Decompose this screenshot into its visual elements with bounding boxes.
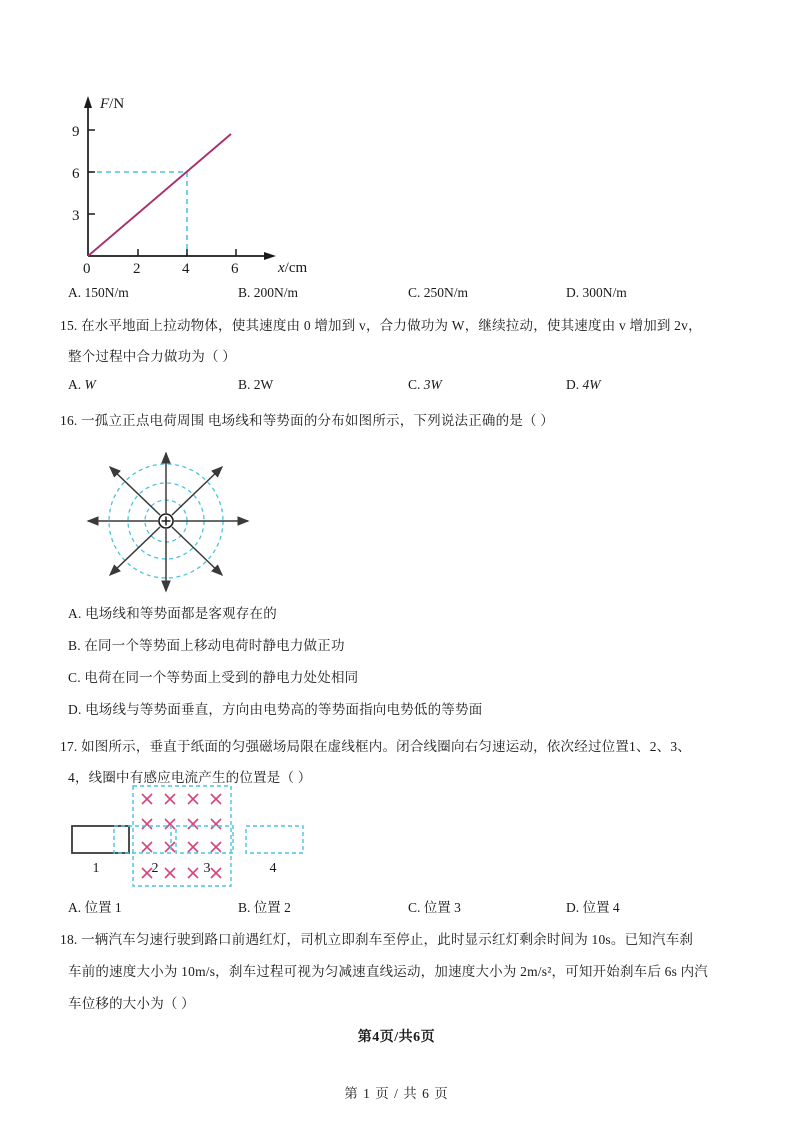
x-ticklabel-2: 2 [133, 261, 141, 274]
cross-r1c4 [211, 794, 221, 804]
y-ticklabel-9: 9 [72, 124, 80, 140]
q15-options [68, 375, 738, 395]
q15-option-a[interactable]: A. W [68, 377, 96, 392]
q18-line-1: 18. 一辆汽车匀速行驶到路口前遇红灯，司机立即刹车至停止，此时显示红灯剩余时间为 10s。已知汽车刹 [60, 932, 694, 947]
magnetic-field-diagram [66, 780, 326, 892]
coil-3-rect [176, 826, 233, 853]
q14-options [68, 283, 738, 303]
cross-r3c3 [188, 842, 198, 852]
q16-option-d[interactable]: D. 电场线与等势面垂直，方向由电势高的等势面指向电势低的等势面 [68, 702, 483, 717]
y-ticklabel-3: 3 [72, 208, 80, 224]
cross-r4c4 [211, 868, 221, 878]
cross-r4c1 [142, 868, 152, 878]
cross-r2c1 [142, 819, 152, 829]
chart-svg [72, 84, 312, 274]
q16-option-c[interactable]: C. 电荷在同一个等势面上受到的静电力处处相同 [68, 670, 359, 685]
cross-r3c1 [142, 842, 152, 852]
magnetic-diagram-svg [66, 780, 326, 892]
cross-r1c2 [165, 794, 175, 804]
x-axis-label: x/cm [278, 260, 308, 274]
q15-line-1: 15. 在水平地面上拉动物体，使其速度由 0 增加到 v，合力做功为 W，继续拉动，使其速度由 v 增加到 2v， [60, 318, 702, 333]
q18-line-2: 车前的速度大小为 10m/s，刹车过程可视为匀减速直线运动，加速度大小为 2m/s²，可知开始刹车后 6s 内汽 [68, 964, 709, 979]
q17-options [68, 898, 738, 918]
q18-line-3: 车位移的大小为（ ） [68, 996, 195, 1011]
q17-option-b[interactable]: B. 位置 2 [238, 900, 291, 915]
q14-option-b[interactable]: B. 200N/m [238, 285, 299, 300]
coil-4-rect [246, 826, 303, 853]
q16-option-b[interactable]: B. 在同一个等势面上移动电荷时静电力做正功 [68, 638, 345, 653]
q14-option-a[interactable]: A. 150N/m [68, 285, 129, 300]
cross-r1c1 [142, 794, 152, 804]
cross-r2c4 [211, 819, 221, 829]
q15-option-d[interactable]: D. 4W [566, 377, 601, 392]
cross-r4c2 [165, 868, 175, 878]
q15-option-c[interactable]: C. 3W [408, 377, 442, 392]
cross-r3c2 [165, 842, 175, 852]
y-axis-label: F/N [100, 96, 125, 112]
q17-option-a[interactable]: A. 位置 1 [68, 900, 122, 915]
coil-label-4: 4 [269, 861, 277, 876]
q16-option-a[interactable]: A. 电场线和等势面都是客观存在的 [68, 606, 277, 621]
coil-label-1: 1 [92, 861, 100, 876]
y-axis-arrow [84, 96, 92, 108]
q17-line-2: 4，线圈中有感应电流产生的位置是（ ） [68, 770, 312, 785]
q17-option-c[interactable]: C. 位置 3 [408, 900, 461, 915]
q17-line-1: 17. 如图所示，垂直于纸面的匀强磁场局限在虚线框内。闭合线圈向右匀速运动，依次经过位置1、2、3、 [60, 739, 692, 754]
x-ticklabel-0: 0 [83, 261, 91, 274]
q17-option-d[interactable]: D. 位置 4 [566, 900, 620, 915]
coil-label-2: 2 [151, 861, 159, 876]
force-displacement-chart [72, 84, 312, 274]
field-line-sw [110, 527, 160, 575]
chart-series-line [88, 134, 231, 256]
cross-r4c3 [188, 868, 198, 878]
coil-label-3: 3 [203, 861, 211, 876]
y-ticklabel-6: 6 [72, 166, 80, 182]
q14-option-c[interactable]: C. 250N/m [408, 285, 469, 300]
x-ticklabel-6: 6 [231, 261, 239, 274]
field-region-boundary [133, 786, 231, 886]
x-axis-arrow [264, 252, 276, 260]
q14-option-d[interactable]: D. 300N/m [566, 285, 627, 300]
q15-option-b[interactable]: B. 2W [238, 377, 274, 392]
q16-stem: 16. 一孤立正点电荷周围 电场线和等势面的分布如图所示，下列说法正确的是（ ） [60, 413, 555, 428]
viewer-page-indicator: 第 1 页 / 共 6 页 [344, 1086, 449, 1101]
x-ticklabel-4: 4 [182, 261, 190, 274]
field-diagram-svg [76, 443, 256, 603]
document-page-footer: 第4页/共6页 [357, 1030, 436, 1045]
coil-1-rect [72, 826, 129, 853]
cross-r2c3 [188, 819, 198, 829]
q15-line-2: 整个过程中合力做功为（ ） [68, 349, 236, 364]
cross-r1c3 [188, 794, 198, 804]
point-charge-field-diagram [76, 443, 256, 603]
cross-r2c2 [165, 819, 175, 829]
cross-r3c4 [211, 842, 221, 852]
